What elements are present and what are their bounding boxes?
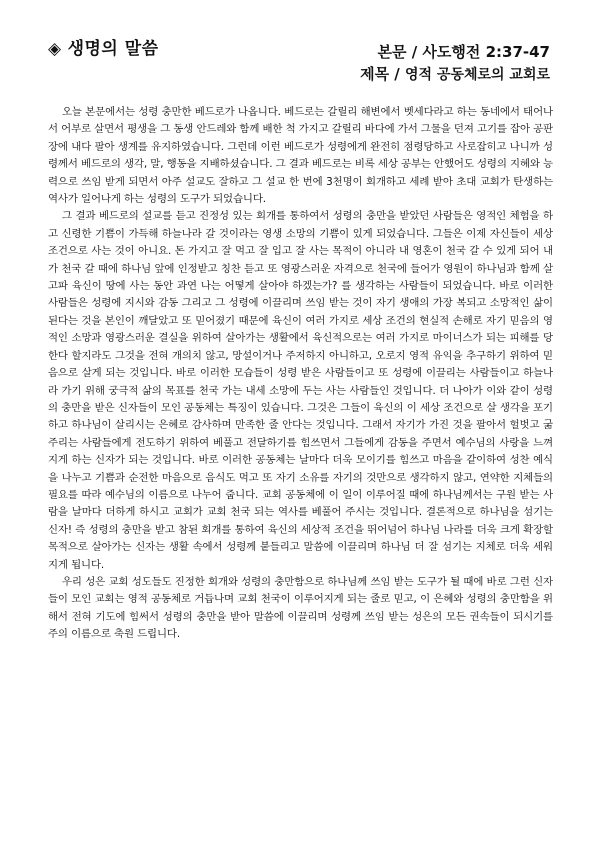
subject-text: 영적 공동체로의 교회로	[405, 67, 550, 83]
paragraph-2: 그 결과 베드로의 설교를 듣고 진정성 있는 회개를 통하여서 성령의 충만을 받았던 사람들은 영적인 체험을 하고 신령한 기쁨이 가득해 하늘나라 갈 것이라는 영생 소망의 기쁨이 있게 되었습니다. 그들은 이제 자신들이 세상 조건으로 사는 것이 아니요. 돈 가지고 잘 먹고 잘 입고 잘 사는 목적이 아니라 내 영혼이 천국 갈 수 있게 되어 내가 천국 갈 때에 하나님 앞에 인정받고 칭찬 듣고 또 영광스러운 자격으로 천국에 들어가 영원이 하나님과 함께 살고파 육신이 땅에 사는 동안 과연 나는 어떻게 살아야 하겠는가? 를 생각하는 사람들이 되었습니다. 바로 이러한 사람들은 성령에 지시와 감동 그리고 그 성령에 이끌리며 쓰임 받는 것이 자기 생애의 가장 복되고 소망적인 삶이 된다는 것을 본인이 깨달았고 또 믿어졌기 때문에 육신이 여러 가지로 세상 조건의 현실적 손해로 자기 믿음의 영적인 소망과 영광스러운 결실을 위하여 살아가는 생활에서 육신적으로는 여러 가지로 마이너스가 되는 피해를 당한다 할지라도 그것을 전혀 개의치 않고, 망설이거나 주저하지 아니하고, 오로지 영적 유익을 추구하기 위하여 믿음으로 살게 되는 것입니다. 바로 이러한 모습들이 성령 받은 사람들이고 또 성령에 이끌리는 사람들이고 하늘나라 가기 위해 궁극적 삶의 목표를 천국 가는 내세 소망에 두는 사는 사람들인 것입니다. 더 나아가 이와 같이 성령의 충만을 받은 신자들이 모인 공동체는 특징이 있습니다. 그것은 그들이 육신의 이 세상 조건으로 살 생각을 포기하고 하나님이 살리시는 은혜로 감사하며 만족한 줄 안다는 것입니다. 그래서 자기가 가진 것을 팔아서 헐벗고 굶주리는 사람들에게 전도하기 위하여 베풀고 전달하기를 힘쓰면서 그들에게 감동을 주면서 예수님의 사랑을 느껴지게 하는 신자가 되는 것입니다. 바로 이러한 공동체는 날마다 더욱 모이기를 힘쓰고 마음을 같이하여 성찬 예식을 나누고 기쁨과 순전한 마음으로 음식도 먹고 또 자기 소유를 자기의 것만으로 생각하지 않고, 연약한 지체들의 필요를 따라 예수님의 이름으로 나누어 줍니다. 교회 공동체에 이 일이 이루어질 때에 하나님께서는 구원 받는 사람을 날마다 더하게 하시고 교회가 교회 천국 되는 역사를 베풀어 주시는 것입니다. 결론적으로 하나님을 섬기는 신자! 즉 성령의 충만을 받고 참된 회개를 통하여 육신의 세상적 조건을 뛰어넘어 하나님 나라를 더욱 크게 확장할 목적으로 살아가는 신자는 생활 속에서 성령께 붙들리고 말씀에 이끌리며 하나님 더 잘 섬기는 지체로 더욱 세워지게 됩니다.	[48, 210, 553, 571]
subject-separator: /	[389, 65, 405, 83]
column-title-text: 생명의 말씀	[67, 39, 159, 59]
sermon-subject	[360, 63, 550, 84]
scripture-reference: 본문 / 사도행전 2:37-47	[377, 43, 550, 61]
diamond-bullet-icon: ◈	[48, 39, 62, 59]
paragraph-3: 우리 성은 교회 성도들도 진정한 회개와 성령의 충만함으로 하나님께 쓰임 받는 도구가 될 때에 바로 그런 신자들이 모인 교회는 영적 공동체로 거듭나며 교회 천국이 이루어지게 되는 줄로 믿고, 이 은혜와 성령의 충만함을 위해서 전혀 기도에 힘써서 성령의 충만을 받아 말씀에 이끌리며 성령께 쓰임 받는 성은의 모든 권속들이 되시기를 주의 이름으로 축원 드립니다.	[48, 575, 553, 641]
subject-label: 제목	[360, 65, 390, 83]
column-title	[48, 34, 159, 59]
sermon-body	[48, 104, 553, 644]
paragraph-1: 오늘 본문에서는 성령 충만한 베드로가 나옵니다. 베드로는 갈릴리 해변에서 벳세다라고 하는 동네에서 태어나서 어부로 살면서 평생을 그 동생 안드레와 함께 배한 척 가지고 갈릴리 바다에 가서 그물을 던져 고기를 잡아 공판장에 내다 팔아 생계를 유지하였습니다. 그런데 이런 베드로가 성령에게 완전히 점령당하고 사로잡히고 나니까 성령께서 베드로의 생각, 말, 행동을 지배하셨습니다. 그 결과 베드로는 비록 세상 공부는 안했어도 성령의 지혜와 능력으로 쓰임 받게 되면서 아주 설교도 잘하고 그 설교 한 번에 3천명이 회개하고 세례 받아 초대 교회가 탄생하는 역사가 일어나게 하는 성령의 도구가 되었습니다.	[48, 106, 553, 206]
